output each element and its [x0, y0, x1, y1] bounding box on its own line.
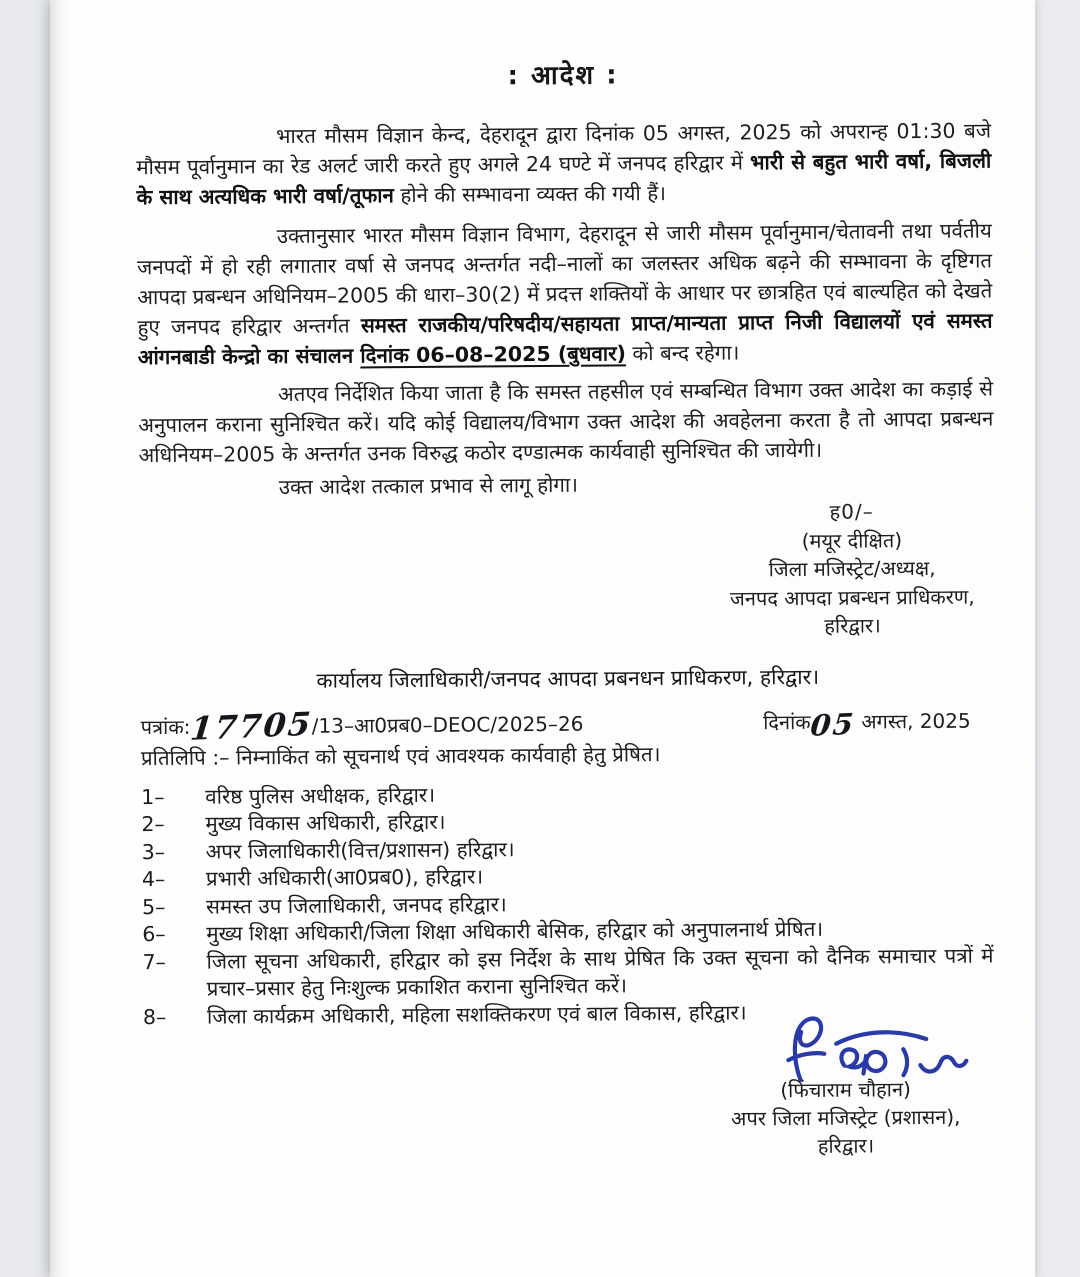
- letter-number: [140, 704, 584, 748]
- signatory2-place: हरिद्वार।: [817, 1133, 875, 1158]
- letter-date: [763, 706, 971, 743]
- signatory2-name: (फिंचाराम चौहान): [780, 1077, 911, 1103]
- order-content: [50, 0, 1044, 1166]
- signatory2-designation: अपर जिला मजिस्ट्रेट (प्रशासन),: [731, 1104, 961, 1131]
- letter-number-label: पत्रांक:: [140, 714, 191, 739]
- para1-bold-text: भारी से बहुत भारी वर्षा, बिजली के साथ अत्यधिक भारी वर्षा/तूफान: [136, 148, 992, 210]
- letter-number-date-row: [140, 697, 996, 748]
- letter-number-rest: /13–आ0प्रब0–DEOC/2025–26: [311, 711, 584, 738]
- recipient-text: मुख्य विकास अधिकारी, हरिद्वार।: [205, 809, 446, 836]
- order-paragraph-4: उक्त आदेश तत्काल प्रभाव से लागू होगा।: [278, 472, 579, 500]
- recipient-list: [141, 777, 998, 1031]
- signatory-name: (मयूर दीक्षित): [801, 527, 903, 553]
- handwritten-letter-number: 17705: [188, 704, 314, 748]
- signatory-place: हरिद्वार।: [824, 613, 881, 638]
- letter-date-label: दिनांक: [763, 709, 811, 734]
- para1-text-end: होने की सम्भावना व्यक्त की गयी हैं।: [393, 181, 667, 208]
- para2-text: उक्तानुसार भारत मौसम विज्ञान विभाग, देहरादून से जारी मौसम पूर्वानुमान/चेतावनी तथा पर्वतीय जनपदों में हो रही लगातार वर्षा से जनपद अन्तर्गत नदी–नालों का जलस्तर अधिक बढ़ने की सम्भावना के दृष्टिगत आपदा प्रबन्धन अधिनियम–2005 की धारा–30(2) में प्रदत्त शक्तियों के आधार पर छात्रहित एवं बाल्यहित को देखते हुए जनपद हरिद्वार अन्तर्गत: [136, 218, 993, 340]
- order-paragraph-2: [137, 215, 993, 372]
- para2-underlined-date: दिनांक 06–08–2025 (बुधवार): [360, 341, 627, 368]
- recipient-text: अपर जिलाधिकारी(वित्त/प्रशासन) हरिद्वार।: [205, 836, 515, 864]
- para2-text-end: को बन्द रहेगा।: [625, 340, 740, 366]
- order-paragraph-3: अतएव निर्देशित किया जाता है कि समस्त तहसील एवं सम्बन्धित विभाग उक्त आदेश का कड़ाई से अनुपालन कराना सुनिश्चित करें। यदि कोई विद्यालय/विभाग उक्त आदेश की अवहेलना करता है तो आपदा प्रबन्धन अधिनियम–2005 के अन्तर्गत उनक विरुद्ध कठोर दण्डात्मक कार्यवाही सुनिश्चित की जायेगी।: [138, 376, 994, 468]
- recipient-number: 7–: [142, 949, 166, 974]
- letter-date-rest: अगस्त, 2025: [854, 708, 971, 734]
- handwritten-date-number: 05: [808, 706, 857, 743]
- recipient-text: वरिष्ठ पुलिस अधीक्षक, हरिद्वार।: [205, 782, 436, 809]
- para1-text: भारत मौसम विज्ञान केन्द, देहरादून द्वारा दिनांक 05 अगस्त, 2025 को अपरान्ह 01:30 बजे मौसम पूर्वानुमान का रेड अलर्ट जारी करते हुए अगले 24 घण्टे में जनपद हरिद्वार में: [136, 118, 992, 180]
- recipient-text: समस्त उप जिलाधिकारी, जनपद हरिद्वार।: [206, 891, 507, 919]
- order-title: : आदेश :: [507, 60, 619, 92]
- recipient-row: [142, 942, 997, 1004]
- signature-block-district-magistrate: [729, 497, 975, 641]
- signatory-designation-2: जनपद आपदा प्रबन्धन प्राधिकरण,: [729, 584, 975, 611]
- recipient-number: 6–: [142, 921, 166, 947]
- recipient-number: 8–: [142, 1004, 167, 1029]
- recipient-number: 5–: [142, 894, 166, 919]
- order-paragraph-1: [136, 115, 992, 212]
- recipient-text: मुख्य शिक्षा अधिकारी/जिला शिक्षा अधिकारी बेसिक, हरिद्वार को अनुपालनार्थ प्रेषित।: [206, 916, 824, 946]
- scanned-order-page: [50, 0, 1035, 1277]
- recipient-number: 1–: [141, 784, 165, 809]
- recipient-text: प्रभारी अधिकारी(आ0प्रब0), हरिद्वार।: [205, 864, 484, 891]
- recipient-number: 2–: [141, 811, 165, 837]
- signed-mark: ह0/–: [829, 499, 874, 524]
- recipient-text: जिला कार्यक्रम अधिकारी, महिला सशक्तिकरण एवं बाल विकास, हरिद्वार।: [206, 999, 747, 1029]
- office-heading: कार्यालय जिलाधिकारी/जनपद आपदा प्रबनधन प्राधिकरण, हरिद्वार।: [316, 664, 820, 693]
- recipient-number: 4–: [141, 866, 166, 892]
- recipient-number: 3–: [141, 839, 166, 864]
- signatory-designation-1: जिला मजिस्ट्रेट/अध्यक्ष,: [768, 555, 936, 582]
- para2-bold-text: समस्त राजकीय/परिषदीय/सहायता प्राप्त/मान्यता प्राप्त निजी विद्यालयों एवं समस्त आंगनबाडी केन्द्रो का संचालन: [137, 308, 993, 370]
- signature-block-additional-magistrate: [710, 1013, 981, 1161]
- recipient-text: जिला सूचना अधिकारी, हरिद्वार को इस निर्देश के साथ प्रेषित कि उक्त सूचना को दैनिक समाचार पत्रों में प्रचार–प्रसार हेतु निःशुल्क प्रकाशित कराना सुनिश्चित करें।: [206, 942, 994, 1001]
- copy-distribution-heading: प्रतिलिपि :– निम्नाकिंत को सूचनार्थ एवं आवश्यक कार्यवाही हेतु प्रेषित।: [140, 741, 661, 770]
